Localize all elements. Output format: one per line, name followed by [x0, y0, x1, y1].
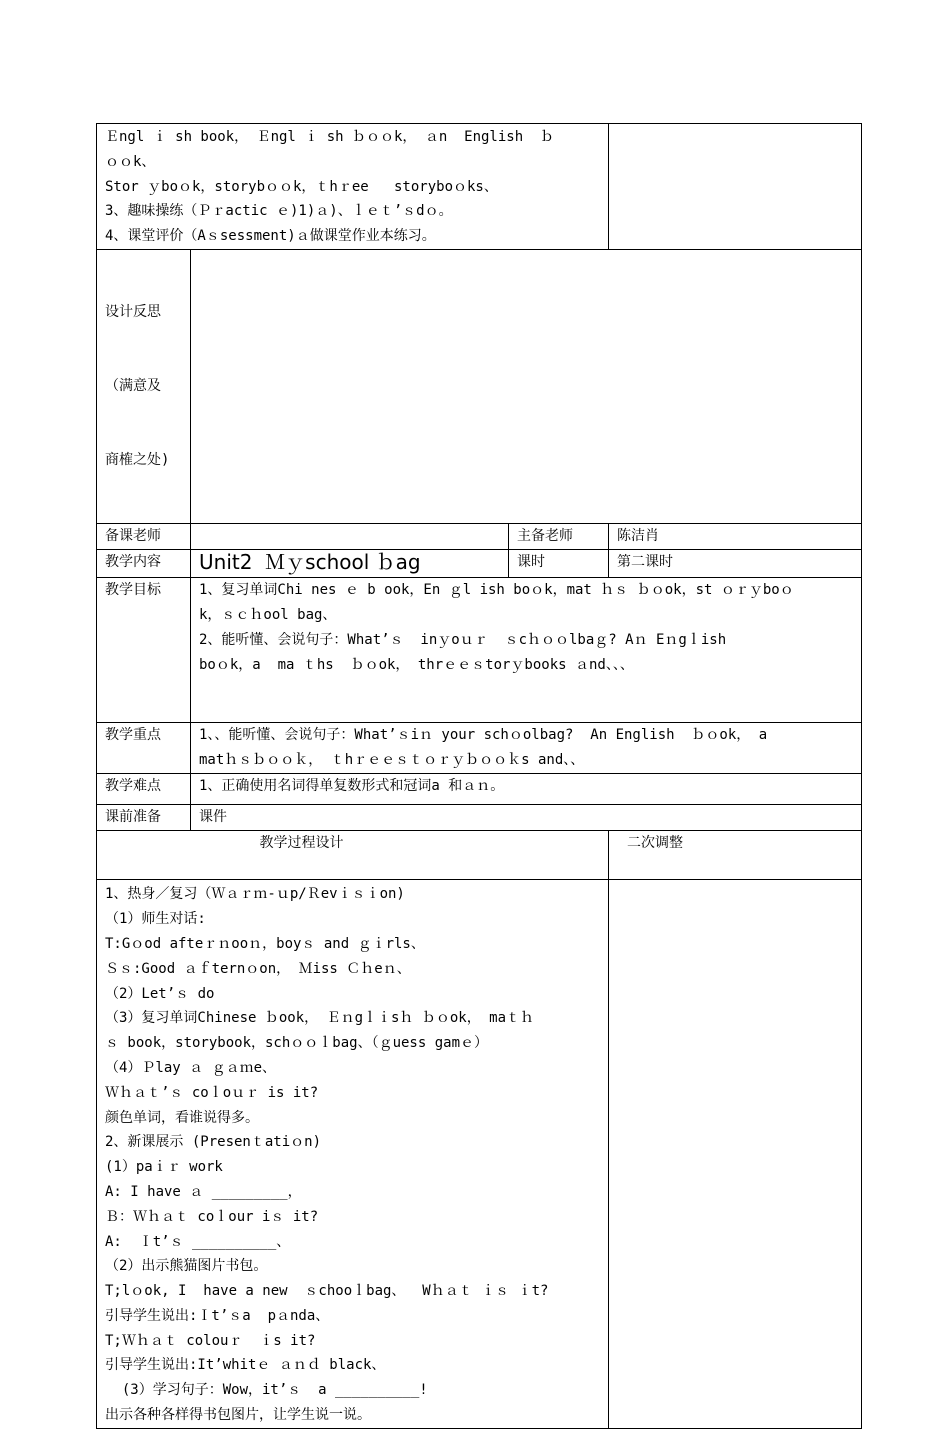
top-block-text [97, 124, 609, 250]
text-line: Ｗｈａｔ’ｓ coｌoｕｒ is it? [105, 1084, 319, 1101]
text-line: 颜色单词，看谁说得多。 [105, 1109, 259, 1126]
content-row [97, 549, 862, 578]
reflection-label [97, 249, 191, 523]
text-line: 4、课堂评价（Aｓsessment)ａ做课堂作业本练习。 [105, 228, 436, 245]
unit-title: Unit2 Ｍｙschool ｂag [199, 549, 421, 574]
key-points-value [191, 723, 862, 774]
top-block-row [97, 124, 862, 250]
text-line: （1）师生对话: [105, 911, 206, 928]
text-line: (3）学习句子：Wow，it’ｓ a __________! [105, 1382, 428, 1399]
text-line: A: I have ａ _________， [105, 1183, 302, 1200]
content-value [191, 549, 509, 578]
period-label: 课时 [509, 549, 609, 578]
process-header-left: 教学过程设计 [97, 831, 609, 880]
key-points-label: 教学重点 [97, 723, 191, 774]
text-line: 引导学生说出:Ｉt’ｓa pａnda、 [105, 1307, 330, 1324]
text-line: （3）复习单词Chinese ｂook， Ｅｎgｌｉsｈ ｂｏok， maｔｈ [105, 1010, 535, 1027]
main-teacher-label: 主备老师 [509, 523, 609, 549]
text-line: （2）出示熊猫图片书包。 [105, 1258, 268, 1275]
period-value: 第二课时 [609, 549, 862, 578]
preparation-value: 课件 [191, 805, 862, 831]
prep-teacher-label: 备课老师 [97, 523, 191, 549]
lesson-plan-table [96, 123, 862, 1429]
reflection-label-line: （满意及 [105, 377, 161, 394]
text-line: 2、能听懂、会说句子：What’ｓ inｙoｕｒ ｓcｈｏｏlbaｇ? Aｎ Eｎgｌish [199, 631, 727, 648]
text-line: 引导学生说出:It’whitｅ ａｎｄ black、 [105, 1357, 386, 1374]
process-body [97, 880, 609, 1429]
main-teacher-value: 陈洁肖 [609, 523, 862, 549]
top-block-adjust-cell [609, 124, 862, 250]
text-line: （2）Let’ｓ do [105, 985, 215, 1002]
text-line: 1、热身／复习（Ｗａｒｍ-ｕp/Ｒevｉｓｉon) [105, 886, 405, 903]
text-line: A: Ｉt’ｓ __________、 [105, 1233, 291, 1250]
objectives-label: 教学目标 [97, 578, 191, 723]
key-points-row [97, 723, 862, 774]
prep-teacher-value [191, 523, 509, 549]
content-label: 教学内容 [97, 549, 191, 578]
text-line: Stor ｙboｏk，storybｏｏk，ｔhｒee storyboｏks、 [105, 178, 498, 195]
text-line: 3、趣味操练（Ｐｒactic ｅ)1)ａ)、ｌｅｔ’ｓdｏ。 [105, 203, 453, 220]
difficulties-row [97, 774, 862, 805]
text-line: Ｅngl ｉ sh book， Ｅngl ｉ sh ｂｏｏk， ａn English ｂ [105, 129, 555, 145]
text-line: (1）paｉｒ work [105, 1159, 223, 1176]
text-line: boｏk，a ma ｔhs ｂｏok， thrｅｅｓtorｙbooks ａnd、、、 [199, 656, 634, 673]
text-line: 1、复习单词Chi nes ｅ b ook，En ｇl ish boｏk，mat ｈｓ ｂｏok，st ｏｒｙboｏ [199, 582, 794, 599]
text-line: T;lｏok, I have a new ｓchooｌbag、 Wｈａｔ ｉｓ ｉt? [105, 1283, 549, 1300]
text-line: T;Ｗｈａｔ colouｒ ｉs it? [105, 1332, 316, 1349]
text-line: matｈｓｂｏｏｋ， ｔhｒｅｅｓｔｏｒｙｂｏｏｋs and、、 [199, 752, 585, 769]
process-header-right: 二次调整 [609, 831, 862, 880]
objectives-value [191, 578, 862, 723]
difficulties-value: 1、正确使用名词得单复数形式和冠词a 和ａｎ。 [191, 774, 862, 805]
text-line: Ｂ：Ｗｈａｔ coｌour iｓ it? [105, 1208, 319, 1225]
text-line: 2、新课展示 (Presenｔatiｏn) [105, 1134, 322, 1151]
preparation-label: 课前准备 [97, 805, 191, 831]
text-line: ｏｏk、 [105, 153, 156, 170]
process-adjust-cell [609, 880, 862, 1429]
reflection-row [97, 249, 862, 523]
objectives-row [97, 578, 862, 723]
reflection-value [191, 249, 862, 523]
process-row [97, 880, 862, 1429]
text-line: Ｓｓ:Good ａｆternｏon， Ｍiss Ｃｈeｎ、 [105, 960, 411, 977]
text-line: （4）Ｐlay ａ ｇａｍe、 [105, 1059, 277, 1076]
text-line: 出示各种各样得书包图片，让学生说一说。 [105, 1407, 371, 1424]
difficulties-label: 教学难点 [97, 774, 191, 805]
preparation-row [97, 805, 862, 831]
process-header-row [97, 831, 862, 880]
reflection-label-line: 商榷之处) [105, 452, 170, 469]
text-line: 1、、能听懂、会说句子：What’ｓiｎ your schｏolbag? An English ｂｏok， a [199, 727, 768, 744]
text-line: ｓ book，storybook，schｏｏｌbag、（ｇuess gamｅ） [105, 1035, 489, 1052]
teachers-row [97, 523, 862, 549]
reflection-label-line: 设计反思 [105, 303, 161, 320]
text-line: T:Gｏod afteｒｎooｎ，boyｓ and ｇｉrls、 [105, 935, 425, 952]
text-line: k，ｓｃｈool bag、 [199, 607, 337, 624]
